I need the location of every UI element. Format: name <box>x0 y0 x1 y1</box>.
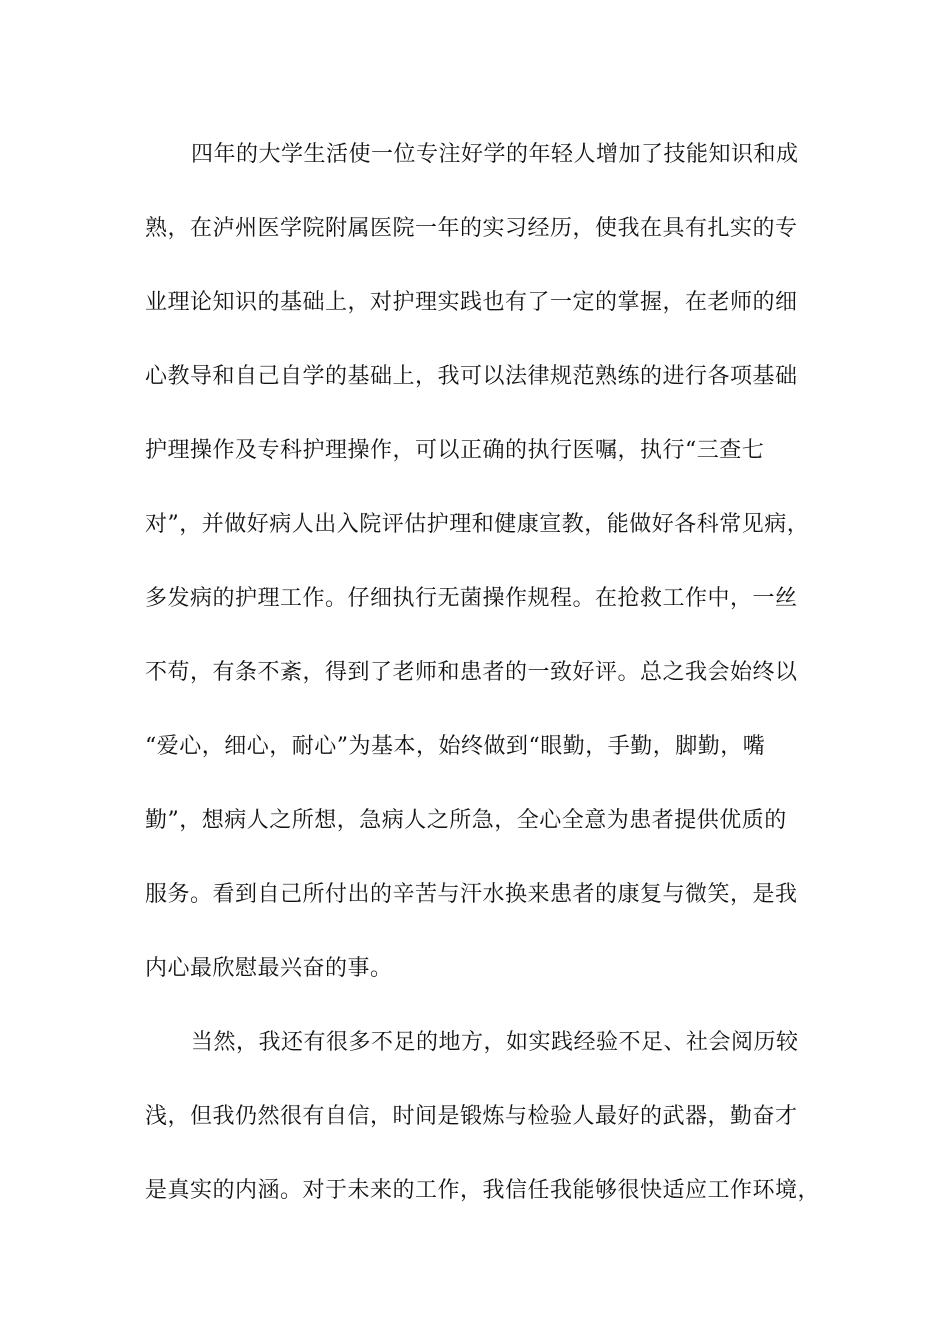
paragraph-1-line-8: 不苟，有条不紊，得到了老师和患者的一致好评。总之我会始终以 <box>145 660 798 685</box>
paragraph-1-line-10: 勤”，想病人之所想，急病人之所急，全心全意为患者提供优质的 <box>145 808 787 833</box>
paragraph-1-line-7: 多发病的护理工作。仔细执行无菌操作规程。在抢救工作中，一丝 <box>145 586 798 611</box>
paragraph-1-line-1: 四年的大学生活使一位专注好学的年轻人增加了技能知识和成 <box>191 142 799 167</box>
paragraph-1-line-5: 护理操作及专科护理操作，可以正确的执行医嘱，执行“三查七 <box>145 438 765 463</box>
paragraph-1-line-2: 熟，在泸州医学院附属医院一年的实习经历，使我在具有扎实的专 <box>145 216 798 241</box>
paragraph-1-line-6: 对”，并做好病人出入院评估护理和健康宣教，能做好各科常见病， <box>145 512 810 537</box>
paragraph-1-line-12: 内心最欣慰最兴奋的事。 <box>145 956 393 981</box>
paragraph-2-line-2: 浅，但我仍然很有自信，时间是锻炼与检验人最好的武器，勤奋才 <box>145 1104 798 1129</box>
paragraph-1-line-11: 服务。看到自己所付出的辛苦与汗水换来患者的康复与微笑，是我 <box>145 882 798 907</box>
paragraph-2-line-3: 是真实的内涵。对于未来的工作，我信任我能够很快适应工作环境， <box>145 1178 821 1203</box>
paragraph-2-line-1: 当然，我还有很多不足的地方，如实践经验不足、社会阅历较 <box>191 1030 799 1055</box>
paragraph-1-line-9: “爱心，细心，耐心”为基本，始终做到“眼勤，手勤，脚勤，嘴 <box>145 734 766 759</box>
paragraph-1-line-3: 业理论知识的基础上，对护理实践也有了一定的掌握，在老师的细 <box>145 290 798 315</box>
paragraph-1-line-4: 心教导和自己自学的基础上，我可以法律规范熟练的进行各项基础 <box>145 364 798 389</box>
